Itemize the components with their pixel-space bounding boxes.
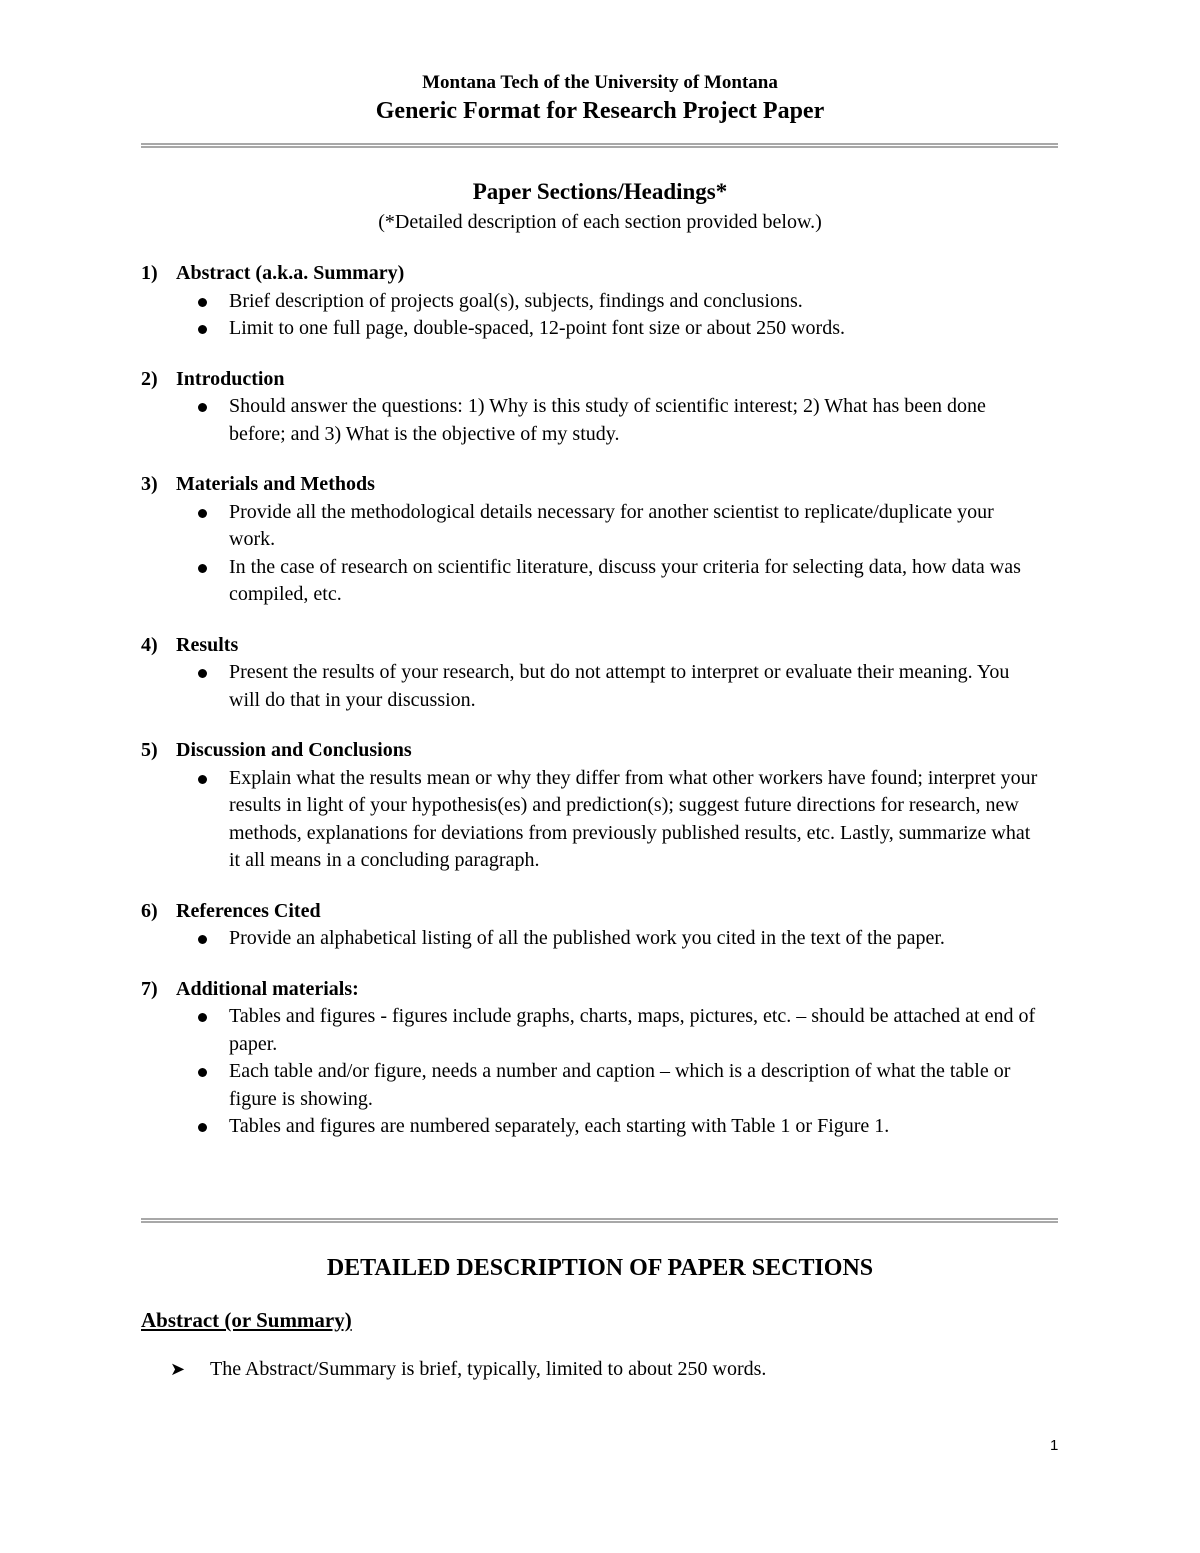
bullet-dot-icon bbox=[198, 935, 207, 944]
bullet-item bbox=[141, 765, 1061, 875]
section-item bbox=[141, 898, 1061, 953]
section-item bbox=[141, 471, 1061, 609]
section-bullets bbox=[141, 659, 1061, 714]
section-title: Results bbox=[176, 633, 239, 656]
bullet-item bbox=[141, 315, 1061, 343]
document-title: Generic Format for Research Project Paper bbox=[375, 98, 825, 124]
section-number: 7) bbox=[141, 977, 158, 1000]
section-title: References Cited bbox=[176, 899, 321, 922]
arrowhead-bullet-icon: ➤ bbox=[170, 1359, 186, 1380]
sections-list bbox=[141, 260, 1061, 1164]
section-heading bbox=[141, 260, 1061, 288]
section-heading bbox=[141, 632, 1061, 660]
institution-name: Montana Tech of the University of Montana bbox=[422, 72, 778, 93]
bullet-dot-icon bbox=[198, 1013, 207, 1022]
middle-divider bbox=[141, 1218, 1058, 1223]
bullet-item bbox=[141, 1003, 1061, 1058]
page-number: 1 bbox=[1050, 1437, 1059, 1454]
bullet-text: Explain what the results mean or why they differ from what other workers have found; interpret your results in light of your hypothesis(es) and prediction(s); suggest future directions for research, new methods, explanations for deviations from previously published results, etc. Lastly, summarize what it all means in a concluding paragraph. bbox=[229, 766, 1038, 871]
section-bullets bbox=[141, 288, 1061, 343]
bullet-item bbox=[141, 925, 1061, 953]
section-number: 1) bbox=[141, 262, 158, 284]
section-item bbox=[141, 260, 1061, 343]
bullet-item bbox=[141, 1113, 1061, 1141]
bullet-item bbox=[141, 288, 1061, 316]
abstract-point-text: The Abstract/Summary is brief, typically, limited to about 250 words. bbox=[210, 1358, 767, 1380]
bullet-dot-icon bbox=[198, 1123, 207, 1132]
section-bullets bbox=[141, 1003, 1061, 1141]
bullet-item bbox=[141, 393, 1061, 448]
bullet-dot-icon bbox=[198, 564, 207, 573]
section-heading bbox=[141, 366, 1061, 394]
section-bullets bbox=[141, 393, 1061, 448]
bullet-text: Present the results of your research, but do not attempt to interpret or evaluate their meaning. You will do that in your discussion. bbox=[229, 661, 1010, 711]
bullet-text: Tables and figures - figures include graphs, charts, maps, pictures, etc. – should be attached at end of paper. bbox=[229, 1005, 1036, 1055]
abstract-heading: Abstract (or Summary) bbox=[141, 1308, 352, 1332]
section-number: 2) bbox=[141, 367, 158, 390]
bullet-item bbox=[141, 659, 1061, 714]
detailed-description-title: DETAILED DESCRIPTION OF PAPER SECTIONS bbox=[326, 1255, 874, 1281]
section-heading bbox=[141, 898, 1061, 926]
top-divider bbox=[141, 143, 1058, 148]
bullet-dot-icon bbox=[198, 509, 207, 518]
section-item bbox=[141, 632, 1061, 715]
section-bullets bbox=[141, 765, 1061, 875]
section-bullets bbox=[141, 925, 1061, 953]
section-item bbox=[141, 737, 1061, 875]
bullet-dot-icon bbox=[198, 669, 207, 678]
bullet-dot-icon bbox=[198, 325, 207, 334]
bullet-dot-icon bbox=[198, 1068, 207, 1077]
section-number: 4) bbox=[141, 633, 158, 656]
section-item bbox=[141, 366, 1061, 449]
bullet-item bbox=[141, 1058, 1061, 1113]
bullet-text: Tables and figures are numbered separately, each starting with Table 1 or Figure 1. bbox=[229, 1115, 890, 1137]
section-bullets bbox=[141, 499, 1061, 609]
bullet-text: Limit to one full page, double-spaced, 12-point font size or about 250 words. bbox=[229, 317, 845, 339]
bullet-dot-icon bbox=[198, 775, 207, 784]
section-heading bbox=[141, 976, 1061, 1004]
bullet-text: Should answer the questions: 1) Why is this study of scientific interest; 2) What has been done before; and 3) What is the objective of my study. bbox=[229, 395, 986, 445]
section-heading bbox=[141, 737, 1061, 765]
bullet-dot-icon bbox=[198, 403, 207, 412]
section-heading bbox=[141, 471, 1061, 499]
section-title: Discussion and Conclusions bbox=[176, 739, 412, 761]
bullet-item bbox=[141, 554, 1061, 609]
bullet-text: Each table and/or figure, needs a number and caption – which is a description of what the table or figure is showing. bbox=[229, 1060, 1011, 1110]
section-number: 3) bbox=[141, 473, 158, 495]
section-number: 5) bbox=[141, 739, 158, 761]
bullet-text: In the case of research on scientific literature, discuss your criteria for selecting data, how data was compiled, etc. bbox=[229, 555, 1021, 605]
bullet-text: Provide all the methodological details necessary for another scientist to replicate/duplicate your work. bbox=[229, 500, 994, 550]
bullet-dot-icon bbox=[198, 298, 207, 307]
section-title: Abstract (a.k.a. Summary) bbox=[176, 262, 405, 284]
bullet-item bbox=[141, 499, 1061, 554]
sections-note: (*Detailed description of each section provided below.) bbox=[378, 211, 822, 233]
section-title: Materials and Methods bbox=[176, 473, 375, 495]
bullet-text: Provide an alphabetical listing of all the published work you cited in the text of the paper. bbox=[229, 927, 945, 949]
section-item bbox=[141, 976, 1061, 1141]
abstract-point bbox=[170, 1358, 766, 1381]
section-number: 6) bbox=[141, 899, 158, 922]
bullet-text: Brief description of projects goal(s), subjects, findings and conclusions. bbox=[229, 289, 803, 312]
section-title: Introduction bbox=[176, 367, 285, 390]
section-title: Additional materials: bbox=[176, 977, 359, 1000]
sections-heading: Paper Sections/Headings* bbox=[472, 179, 728, 204]
